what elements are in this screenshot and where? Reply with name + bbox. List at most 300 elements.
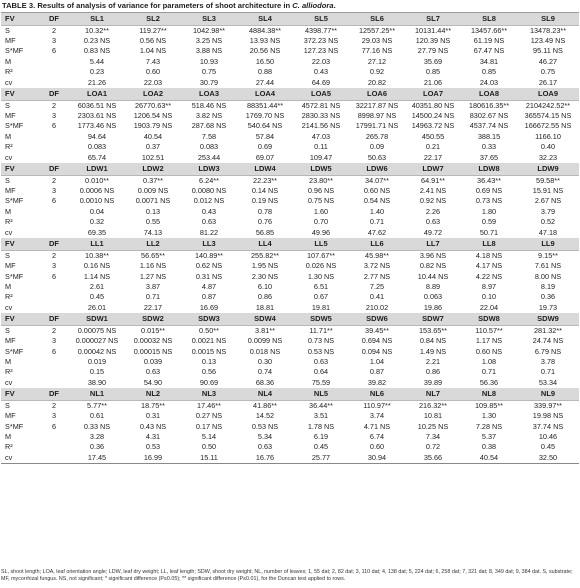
value-cell: 32.23 — [538, 152, 558, 162]
value-cell: 0.11 — [314, 142, 328, 152]
column-header: SDW3 — [181, 313, 237, 325]
value-cell: 6.74 — [369, 431, 385, 441]
df-cell: 2 — [51, 25, 57, 35]
value-cell: 2.30 NS — [251, 271, 279, 281]
value-cell: 75.59 — [311, 377, 331, 387]
value-cell: 8.97 — [481, 281, 497, 291]
df-cell: 2 — [51, 400, 57, 410]
value-cell: 40.54 — [461, 453, 517, 464]
value-cell: 109.47 — [309, 152, 333, 162]
value-cell: 2.21 — [425, 356, 441, 366]
row-label: M — [5, 431, 12, 441]
value-cell: 0.87 — [201, 292, 217, 302]
value-cell: 1773.46 NS — [77, 121, 117, 131]
value-cell: 49.72 — [423, 227, 443, 237]
value-cell: 34.07** — [365, 175, 389, 185]
df-cell — [39, 292, 69, 302]
value-cell: 0.92 NS — [419, 196, 447, 206]
column-header: FV — [1, 13, 39, 26]
value-cell: 0.60 NS — [363, 186, 391, 196]
table-title — [2, 1, 336, 10]
column-header: LDW9 — [517, 163, 579, 175]
value-cell: 3.87 — [145, 281, 161, 291]
value-cell: 365574.15 NS — [524, 111, 572, 121]
df-cell — [39, 367, 69, 377]
row-label: S — [5, 250, 10, 260]
row-label: R² — [5, 442, 13, 452]
value-cell: 0.52 — [540, 217, 556, 227]
value-cell: 1.30 — [481, 411, 497, 421]
column-header: SDW6 — [349, 313, 405, 325]
value-cell: 15.91 NS — [532, 186, 564, 196]
value-cell: 0.17 NS — [195, 421, 223, 431]
value-cell: 0.04 — [89, 206, 105, 216]
table-row — [1, 442, 579, 452]
value-cell: 0.27 NS — [195, 411, 223, 421]
df-cell — [39, 153, 69, 163]
value-cell: 0.87 — [369, 367, 385, 377]
value-cell: 0.0071 NS — [135, 196, 171, 206]
table-row — [1, 367, 579, 377]
value-cell: 3.25 NS — [195, 36, 223, 45]
value-cell: 0.13 — [201, 356, 217, 366]
value-cell: 0.63 — [201, 217, 217, 227]
value-cell: 0.64 — [313, 367, 329, 377]
value-cell: 11.71** — [309, 325, 333, 335]
value-cell: 0.36 — [540, 292, 556, 302]
column-header: LL6 — [349, 238, 405, 250]
value-cell: 35.69 — [423, 56, 443, 66]
value-cell: 7.34 — [425, 431, 441, 441]
row-label: cv — [5, 377, 13, 387]
value-cell: 119.27** — [139, 25, 167, 35]
value-cell: 26.01 — [87, 302, 107, 312]
value-cell: 53.34 — [538, 377, 558, 387]
value-cell: 47.62 — [367, 227, 387, 237]
value-cell: 26.17 — [538, 77, 558, 87]
column-header: LOA4 — [237, 88, 293, 100]
value-cell: 3.74 — [369, 411, 385, 421]
value-cell: 253.44 — [197, 152, 221, 162]
value-cell: 2303.61 NS — [77, 111, 117, 121]
table-row — [1, 100, 579, 111]
row-label: cv — [1, 453, 39, 464]
value-cell: 56.65** — [141, 250, 165, 260]
column-header: SL6 — [349, 13, 405, 26]
value-cell: 22.04 — [479, 302, 499, 312]
value-cell: 4.17 NS — [475, 261, 503, 271]
column-header: FV — [1, 313, 39, 325]
value-cell: 0.00015 NS — [133, 346, 173, 356]
value-cell: 94.64 — [87, 131, 107, 141]
table-row — [1, 303, 579, 313]
value-cell: 0.33 — [481, 142, 497, 152]
row-label: S*MF — [5, 46, 24, 56]
value-cell: 39.89 — [423, 377, 443, 387]
value-cell: 0.71 — [540, 367, 556, 377]
df-cell — [39, 78, 69, 88]
table-row — [1, 207, 579, 217]
value-cell: 8.19 — [540, 281, 556, 291]
value-cell: 0.31 NS — [195, 271, 223, 281]
value-cell: 56.36 — [479, 377, 499, 387]
value-cell: 18.75** — [141, 400, 165, 410]
column-header: LL9 — [517, 238, 579, 250]
df-cell: 3 — [51, 336, 57, 346]
row-label: cv — [5, 227, 13, 237]
value-cell: 1.04 — [369, 356, 385, 366]
value-cell: 0.75 — [540, 67, 556, 77]
value-cell: 0.37 — [145, 142, 161, 152]
row-label: cv — [5, 302, 13, 312]
value-cell: 21.06 — [423, 77, 443, 87]
value-cell: 0.55 — [145, 217, 161, 227]
value-cell: 7.25 — [369, 281, 385, 291]
column-header: LOA9 — [517, 88, 579, 100]
value-cell: 0.33 NS — [83, 421, 111, 431]
value-cell: 127.23 NS — [303, 46, 339, 56]
value-cell: 0.92 — [369, 67, 385, 77]
row-label: S — [5, 400, 10, 410]
value-cell: 388.15 — [477, 131, 501, 141]
value-cell: 4572.81 NS — [301, 100, 341, 110]
value-cell: 13478.23** — [529, 25, 567, 35]
column-header: LL8 — [461, 238, 517, 250]
column-header: LL1 — [69, 238, 125, 250]
value-cell: 2.67 NS — [534, 196, 562, 206]
table-row — [1, 250, 579, 261]
value-cell: 0.039 — [143, 356, 163, 366]
column-header: LOA8 — [461, 88, 517, 100]
column-header: SL4 — [237, 13, 293, 26]
table-row — [1, 175, 579, 186]
column-header: LOA1 — [69, 88, 125, 100]
column-header: LOA6 — [349, 88, 405, 100]
value-cell: 16.99 — [125, 453, 181, 464]
value-cell: 4.71 NS — [363, 421, 391, 431]
value-cell: 107.67** — [307, 250, 335, 260]
value-cell: 0.45 — [540, 442, 556, 452]
value-cell: 95.11 NS — [533, 46, 563, 56]
value-cell: 16.69 — [199, 302, 219, 312]
value-cell: 0.62 NS — [195, 261, 223, 271]
title-species: C. alliodora — [292, 1, 334, 10]
column-header: LDW3 — [181, 163, 237, 175]
value-cell: 3.28 — [89, 431, 105, 441]
title-text: Results of analysis of variance for parameters of shoot architecture in — [37, 1, 291, 10]
value-cell: 255.82** — [251, 250, 279, 260]
column-header: SDW8 — [461, 313, 517, 325]
value-cell: 1.40 — [369, 206, 385, 216]
value-cell: 0.76 — [257, 217, 273, 227]
table-row — [1, 357, 579, 367]
value-cell: 23.80** — [309, 175, 333, 185]
value-cell: 0.000027 NS — [75, 336, 119, 346]
column-header: LOA7 — [405, 88, 461, 100]
value-cell: 0.32 — [89, 217, 105, 227]
table-row — [1, 121, 579, 131]
value-cell: 14.52 — [255, 411, 275, 421]
value-cell: 110.97** — [363, 400, 391, 410]
value-cell: 22.17 — [143, 302, 163, 312]
value-cell: 0.71 — [145, 292, 161, 302]
value-cell: 25.77 — [293, 453, 349, 464]
value-cell: 17.46** — [197, 400, 221, 410]
value-cell: 4884.38** — [248, 25, 282, 35]
table-footnote — [1, 569, 577, 583]
value-cell: 0.75 NS — [307, 196, 335, 206]
value-cell: 2.61 — [89, 281, 105, 291]
value-cell: 180616.35** — [468, 100, 510, 110]
value-cell: 7.61 NS — [534, 261, 562, 271]
value-cell: 216.32** — [419, 400, 447, 410]
value-cell: 0.63 — [425, 217, 441, 227]
value-cell: 20.56 NS — [249, 46, 281, 56]
row-label: R² — [5, 367, 13, 377]
value-cell: 10.44 NS — [417, 271, 449, 281]
value-cell: 210.02 — [365, 302, 389, 312]
value-cell: 450.55 — [421, 131, 445, 141]
value-cell: 0.50 — [201, 442, 217, 452]
row-label: R² — [5, 292, 13, 302]
value-cell: 0.63 — [145, 367, 161, 377]
value-cell: 5.44 — [89, 56, 105, 66]
value-cell: 0.70 — [313, 217, 329, 227]
value-cell: 0.73 NS — [307, 336, 335, 346]
value-cell: 16.50 — [255, 56, 275, 66]
df-cell — [39, 67, 69, 77]
df-cell: 6 — [51, 346, 57, 356]
value-cell: 0.45 — [313, 442, 329, 452]
value-cell: 0.009 NS — [137, 186, 169, 196]
row-label: MF — [5, 36, 16, 45]
column-header: LDW1 — [69, 163, 125, 175]
df-cell — [39, 57, 69, 67]
value-cell: 41.86** — [253, 400, 277, 410]
value-cell: 12557.25** — [358, 25, 396, 35]
value-cell: 27.44 — [255, 77, 275, 87]
value-cell: 64.91** — [421, 175, 445, 185]
table-row — [1, 111, 579, 121]
value-cell: 74.13 — [143, 227, 163, 237]
value-cell: 1.17 NS — [475, 336, 503, 346]
value-cell: 0.083 — [199, 142, 219, 152]
section-header-row — [1, 238, 579, 250]
value-cell: 5.77** — [87, 400, 107, 410]
column-header: LL5 — [293, 238, 349, 250]
value-cell: 540.64 NS — [247, 121, 283, 131]
value-cell: 64.69 — [311, 77, 331, 87]
df-cell: 3 — [51, 261, 57, 271]
table-row — [1, 78, 579, 88]
column-header: SL7 — [405, 13, 461, 26]
value-cell: 0.53 NS — [307, 346, 335, 356]
value-cell: 22.23** — [253, 175, 277, 185]
value-cell: 281.32** — [534, 325, 562, 335]
table-row — [1, 453, 579, 464]
value-cell: 0.012 NS — [193, 196, 225, 206]
value-cell: 13457.66** — [470, 25, 508, 35]
value-cell: 4.87 — [201, 281, 217, 291]
df-cell: 6 — [51, 121, 57, 131]
value-cell: 166672.55 NS — [524, 121, 572, 131]
row-label: R² — [5, 67, 13, 77]
value-cell: 32217.87 NS — [355, 100, 399, 110]
value-cell: 0.38 — [481, 442, 497, 452]
row-label: cv — [5, 152, 13, 162]
value-cell: 10.38** — [85, 250, 109, 260]
value-cell: 8.00 NS — [534, 271, 562, 281]
value-cell: 77.16 NS — [361, 46, 393, 56]
value-cell: 0.083 — [87, 142, 107, 152]
value-cell: 265.78 — [365, 131, 389, 141]
value-cell: 24.03 — [479, 77, 499, 87]
value-cell: 3.79 — [540, 206, 556, 216]
value-cell: 6.79 NS — [534, 346, 562, 356]
value-cell: 1.08 — [481, 356, 497, 366]
column-header: SDW7 — [405, 313, 461, 325]
column-header: NL5 — [293, 388, 349, 400]
column-header: SDW2 — [125, 313, 181, 325]
value-cell: 35.66 — [405, 453, 461, 464]
row-label: R² — [5, 142, 13, 152]
value-cell: 34.81 — [479, 56, 499, 66]
section-header-row — [1, 13, 579, 26]
value-cell: 0.53 — [145, 442, 161, 452]
section-header-row — [1, 88, 579, 100]
df-cell — [39, 282, 69, 292]
value-cell: 0.10 — [481, 292, 497, 302]
table-row — [1, 67, 579, 77]
value-cell: 16.76 — [237, 453, 293, 464]
row-label: MF — [5, 186, 16, 196]
value-cell: 19.73 — [538, 302, 558, 312]
value-cell: 4537.74 NS — [469, 121, 509, 131]
value-cell: 50.63 — [367, 152, 387, 162]
value-cell: 5.14 — [201, 431, 217, 441]
column-header: LDW8 — [461, 163, 517, 175]
value-cell: 0.71 — [369, 217, 385, 227]
value-cell: 0.31 — [145, 411, 161, 421]
value-cell: 339.97** — [534, 400, 562, 410]
table-row — [1, 325, 579, 336]
table-row — [1, 378, 579, 388]
value-cell: 0.86 — [257, 292, 273, 302]
value-cell: 1903.79 NS — [133, 121, 173, 131]
value-cell: 4.18 NS — [475, 250, 503, 260]
column-header: SDW4 — [237, 313, 293, 325]
value-cell: 0.43 NS — [139, 421, 167, 431]
df-cell — [39, 378, 69, 388]
value-cell: 67.47 NS — [473, 46, 505, 56]
column-header: DF — [39, 88, 69, 100]
row-label: S*MF — [5, 346, 24, 356]
df-cell — [39, 132, 69, 142]
table-row — [1, 186, 579, 196]
table-row — [1, 57, 579, 67]
value-cell: 30.79 — [199, 77, 219, 87]
value-cell: 37.74 NS — [532, 421, 564, 431]
value-cell: 81.22 — [199, 227, 219, 237]
value-cell: 0.56 NS — [139, 36, 167, 45]
value-cell: 0.82 NS — [419, 261, 447, 271]
column-header: DF — [39, 13, 69, 26]
table-row — [1, 36, 579, 46]
value-cell: 0.50** — [199, 325, 219, 335]
df-cell — [39, 142, 69, 152]
anova-table — [1, 12, 579, 464]
df-cell: 2 — [51, 325, 57, 335]
table-row — [1, 272, 579, 282]
value-cell: 0.63 — [313, 356, 329, 366]
value-cell: 10131.44** — [414, 25, 452, 35]
value-cell: 0.00032 NS — [133, 336, 173, 346]
value-cell: 2.41 NS — [419, 186, 447, 196]
row-label: M — [5, 56, 12, 66]
value-cell: 0.0099 NS — [247, 336, 283, 346]
value-cell: 50.71 — [479, 227, 499, 237]
column-header: SL8 — [461, 13, 517, 26]
row-label: MF — [5, 411, 16, 421]
value-cell: 123.49 NS — [530, 36, 566, 45]
value-cell: 0.40 — [540, 142, 556, 152]
value-cell: 0.026 NS — [305, 261, 337, 271]
column-header: NL8 — [461, 388, 517, 400]
value-cell: 0.0080 NS — [191, 186, 227, 196]
value-cell: 0.83 NS — [83, 46, 111, 56]
table-row — [1, 411, 579, 421]
value-cell: 1206.54 NS — [133, 111, 173, 121]
value-cell: 0.60 — [145, 67, 161, 77]
df-cell — [39, 207, 69, 217]
value-cell: 0.86 — [425, 367, 441, 377]
value-cell: 1769.70 NS — [245, 111, 285, 121]
row-label: M — [5, 281, 12, 291]
row-label: MF — [5, 261, 16, 271]
value-cell: 6.24** — [199, 175, 219, 185]
value-cell: 3.78 — [540, 356, 556, 366]
df-cell — [39, 303, 69, 313]
column-header: LL3 — [181, 238, 237, 250]
value-cell: 45.98** — [365, 250, 389, 260]
value-cell: 0.45 — [89, 292, 105, 302]
value-cell: 5.37 — [481, 431, 497, 441]
column-header: DF — [39, 313, 69, 325]
value-cell: 19.86 — [423, 302, 443, 312]
value-cell: 120.39 NS — [415, 36, 451, 45]
value-cell: 4398.77** — [304, 25, 338, 35]
row-label: cv — [5, 77, 13, 87]
value-cell: 2104242.52** — [525, 100, 571, 110]
value-cell: 57.84 — [255, 131, 275, 141]
value-cell: 0.19 NS — [251, 196, 279, 206]
df-cell — [39, 442, 69, 452]
value-cell: 0.54 NS — [363, 196, 391, 206]
value-cell: 29.03 NS — [361, 36, 393, 45]
value-cell: 0.23 — [89, 67, 105, 77]
value-cell: 0.69 NS — [475, 186, 503, 196]
value-cell: 14963.72 NS — [411, 121, 455, 131]
value-cell: 37.65 — [479, 152, 499, 162]
table-body — [1, 13, 579, 464]
column-header: LL2 — [125, 238, 181, 250]
value-cell: 17991.71 NS — [355, 121, 399, 131]
value-cell: 21.26 — [87, 77, 107, 87]
column-header: LDW5 — [293, 163, 349, 175]
column-header: LDW6 — [349, 163, 405, 175]
table-row — [1, 142, 579, 152]
value-cell: 38.90 — [87, 377, 107, 387]
